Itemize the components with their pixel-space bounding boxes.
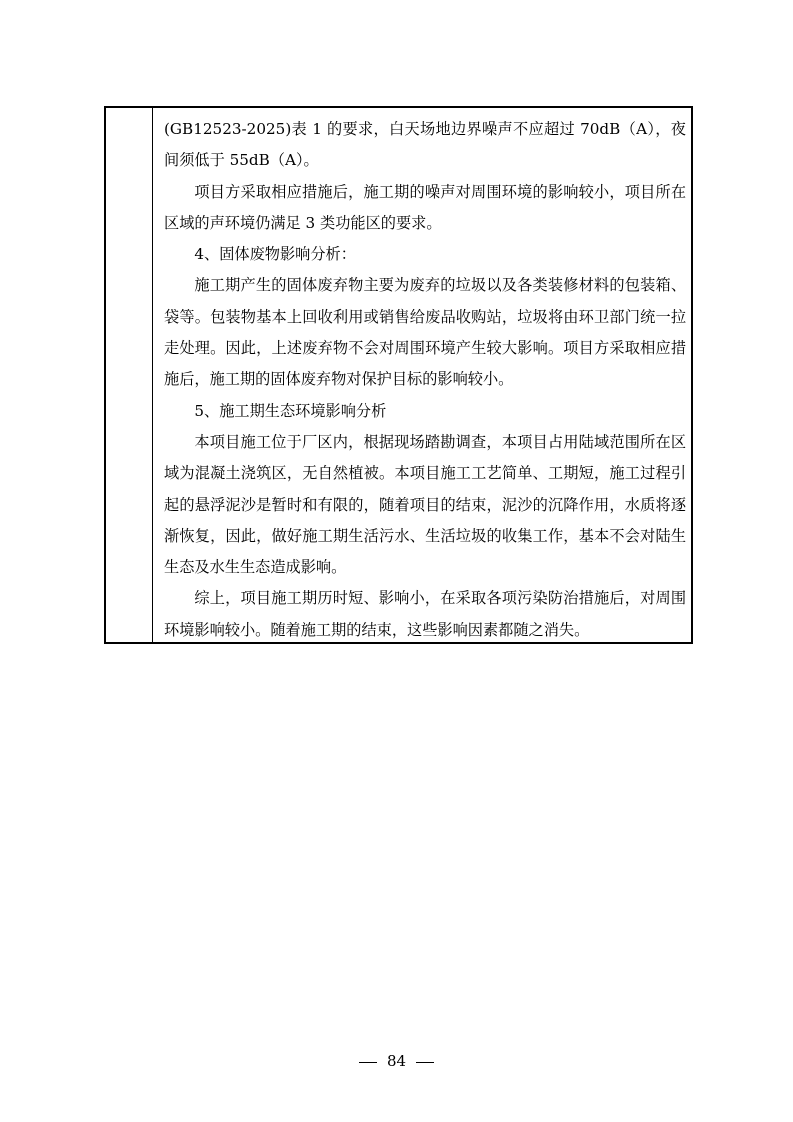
- page-footer: [0, 1052, 793, 1070]
- table-left-column: [106, 108, 153, 642]
- heading-solid-waste: 4、固体废物影响分析：: [194, 245, 356, 264]
- paragraph-noise-standard: (GB12523-2025)表 1 的要求，白天场地边界噪声不应超过 70dB（A），夜间须低于 55dB（A）。: [164, 120, 686, 170]
- footer-dash-right: [416, 1062, 434, 1063]
- content-table: [104, 106, 693, 644]
- heading-ecology: 5、施工期生态环境影响分析: [194, 401, 387, 420]
- table-content-cell: [164, 114, 686, 646]
- paragraph-summary: 综上，项目施工期历时短、影响小，在采取各项污染防治措施后，对周围环境影响较小。随着施工期的结束，这些影响因素都随之消失。: [164, 589, 686, 639]
- paragraph-solid-waste: 施工期产生的固体废弃物主要为废弃的垃圾以及各类装修材料的包装箱、袋等。包装物基本上回收利用或销售给废品收购站，垃圾将由环卫部门统一拉走处理。因此，上述废弃物不会对周围环境产生较大影响。项目方采取相应措施后，施工期的固体废弃物对保护目标的影响较小。: [164, 276, 686, 389]
- paragraph-noise-conclusion: 项目方采取相应措施后，施工期的噪声对周围环境的影响较小，项目所在区域的声环境仍满足 3 类功能区的要求。: [164, 182, 686, 232]
- page-number: 84: [386, 1052, 407, 1070]
- footer-dash-left: [359, 1062, 377, 1063]
- paragraph-ecology: 本项目施工位于厂区内，根据现场踏勘调查，本项目占用陆域范围所在区域为混凝土浇筑区，无自然植被。本项目施工工艺简单、工期短，施工过程引起的悬浮泥沙是暂时和有限的，随着项目的结束，泥沙的沉降作用，水质将逐渐恢复，因此，做好施工期生活污水、生活垃圾的收集工作，基本不会对陆生生态及水生生态造成影响。: [164, 432, 686, 577]
